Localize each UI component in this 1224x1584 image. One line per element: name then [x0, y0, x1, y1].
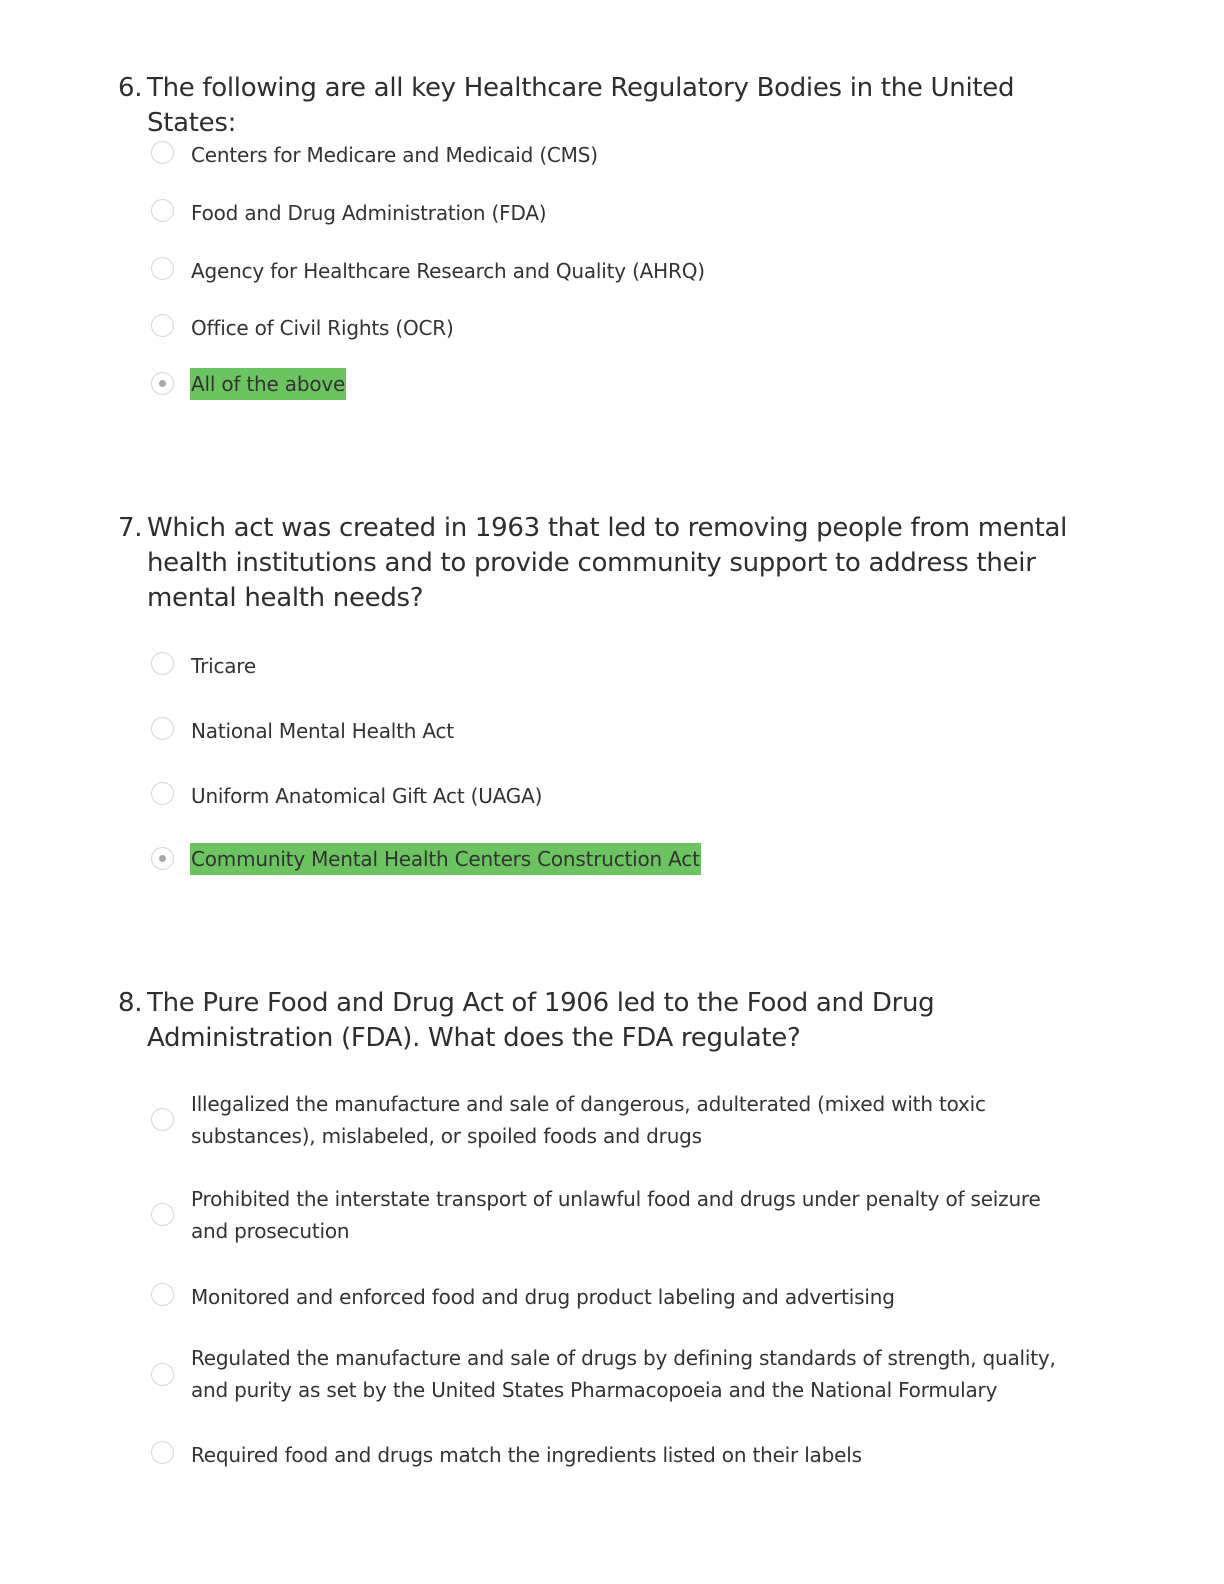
question-title	[118, 71, 1098, 141]
question-text: The following are all key Healthcare Regulatory Bodies in the United States:	[147, 73, 1015, 138]
question-text: The Pure Food and Drug Act of 1906 led to the Food and Drug Administration (FDA). What does the FDA regulate?	[147, 988, 935, 1053]
option-label-correct: All of the above	[190, 368, 346, 400]
option-label: Office of Civil Rights (OCR)	[191, 316, 454, 340]
radio-button[interactable]	[151, 141, 174, 164]
radio-button[interactable]	[151, 314, 174, 337]
question-title	[118, 986, 1098, 1056]
question-number: 7.	[118, 513, 143, 543]
option-label: National Mental Health Act	[191, 719, 454, 743]
question-text: Which act was created in 1963 that led to removing people from mental health institutions and to provide community support to address their mental health needs?	[147, 513, 1068, 613]
option-label-correct: Community Mental Health Centers Construction Act	[190, 843, 701, 875]
option-label: Food and Drug Administration (FDA)	[191, 201, 547, 225]
option-label: Uniform Anatomical Gift Act (UAGA)	[191, 784, 543, 808]
radio-button[interactable]	[151, 782, 174, 805]
radio-button[interactable]	[151, 199, 174, 222]
question-number: 6.	[118, 73, 143, 103]
option-label: Tricare	[191, 654, 256, 678]
radio-button[interactable]	[151, 717, 174, 740]
radio-button-selected[interactable]	[151, 372, 174, 395]
option-label: Prohibited the interstate transport of unlawful food and drugs under penalty of seizure and prosecution	[191, 1187, 1041, 1243]
radio-button-selected[interactable]	[151, 847, 174, 870]
radio-button[interactable]	[151, 1203, 174, 1226]
radio-button[interactable]	[151, 257, 174, 280]
option-label: Required food and drugs match the ingredients listed on their labels	[191, 1443, 862, 1467]
radio-button[interactable]	[151, 1283, 174, 1306]
radio-button[interactable]	[151, 1363, 174, 1386]
question-title	[118, 511, 1098, 616]
option-label: Agency for Healthcare Research and Quality (AHRQ)	[191, 259, 705, 283]
option-label: Monitored and enforced food and drug product labeling and advertising	[191, 1285, 895, 1309]
question-number: 8.	[118, 988, 143, 1018]
option-label: Regulated the manufacture and sale of drugs by defining standards of strength, quality, and purity as set by the United States Pharmacopoeia and the National Formulary	[191, 1346, 1056, 1402]
option-label: Centers for Medicare and Medicaid (CMS)	[191, 143, 598, 167]
radio-button[interactable]	[151, 652, 174, 675]
radio-button[interactable]	[151, 1441, 174, 1464]
radio-button[interactable]	[151, 1108, 174, 1131]
option-label: Illegalized the manufacture and sale of dangerous, adulterated (mixed with toxic substances), mislabeled, or spoiled foods and drugs	[191, 1092, 986, 1148]
